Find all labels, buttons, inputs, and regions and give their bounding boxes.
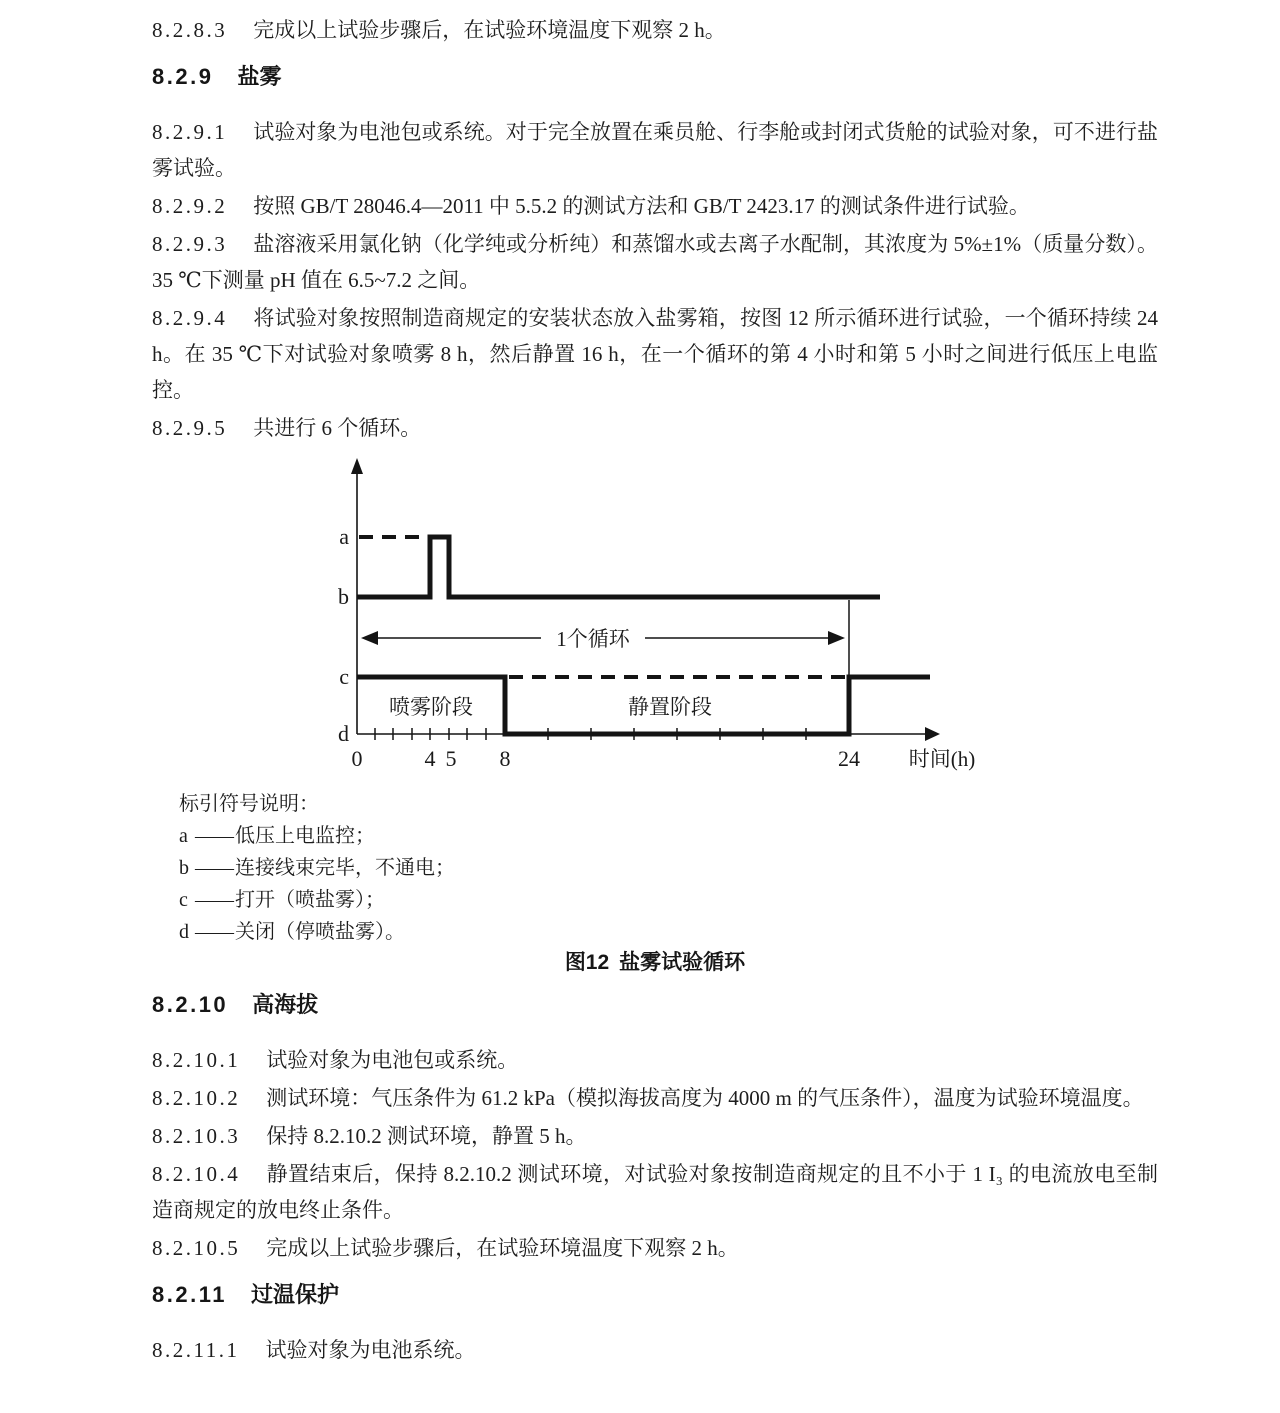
- clause-number: 8.2.8.3: [152, 18, 228, 42]
- heading-number: 8.2.11: [152, 1282, 227, 1307]
- clause-text: 盐溶液采用氯化钠（化学纯或分析纯）和蒸馏水或去离子水配制，其浓度为 5%±1%（质量分数）。35 ℃下测量 pH 值在 6.5~7.2 之间。: [152, 232, 1158, 292]
- legend-symbol: b: [179, 857, 189, 879]
- clause-8-2-9-3: [152, 226, 1158, 298]
- clause-number: 8.2.10.1: [152, 1048, 241, 1072]
- legend-item-c: [179, 884, 1158, 916]
- x-tick-24: 24: [838, 746, 860, 771]
- cycle-label: 1个循环: [556, 627, 630, 651]
- heading-number: 8.2.10: [152, 992, 229, 1017]
- clause-number: 8.2.11.1: [152, 1338, 240, 1362]
- legend-item-b: [179, 852, 1158, 884]
- x-tick-0: 0: [351, 746, 363, 771]
- heading-title: 过温保护: [250, 1282, 339, 1307]
- clause-number: 8.2.9.4: [152, 306, 228, 330]
- clause-8-2-10-3: [152, 1118, 1158, 1154]
- clause-text: 完成以上试验步骤后，在试验环境温度下观察 2 h。: [253, 18, 726, 42]
- heading-8-2-9: [152, 64, 1158, 90]
- level-label-d: d: [338, 721, 349, 746]
- clause-number: 8.2.10.3: [152, 1124, 241, 1148]
- clause-number: 8.2.9.3: [152, 232, 228, 256]
- legend-item-a: [179, 820, 1158, 852]
- clause-8-2-9-1: [152, 114, 1158, 186]
- x-axis-label: 时间(h): [908, 747, 976, 771]
- clause-8-2-10-5: [152, 1230, 1158, 1266]
- spray-phase-label: 喷雾阶段: [389, 695, 473, 719]
- clause-8-2-10-2: [152, 1080, 1158, 1116]
- heading-title: 盐雾: [237, 64, 282, 89]
- clause-text: 按照 GB/T 28046.4—2011 中 5.5.2 的测试方法和 GB/T 2423.17 的测试条件进行试验。: [253, 194, 1030, 218]
- figure-caption-number: 图12: [564, 951, 610, 974]
- clause-number: 8.2.9.5: [152, 416, 228, 440]
- x-tick-8: 8: [499, 746, 511, 771]
- clause-text: 试验对象为电池包或系统。: [266, 1048, 519, 1072]
- clause-8-2-8-3: [152, 12, 1158, 48]
- x-tick-5: 5: [445, 746, 457, 771]
- legend-dash: ——: [195, 889, 233, 911]
- clause-text: 完成以上试验步骤后，在试验环境温度下观察 2 h。: [266, 1236, 739, 1260]
- timing-diagram: [335, 456, 995, 776]
- legend-title: 标引符号说明：: [179, 793, 319, 815]
- clause-8-2-10-4: [152, 1156, 1158, 1228]
- legend-symbol: d: [179, 921, 189, 943]
- legend-text: 关闭（停喷盐雾）。: [235, 921, 405, 943]
- clause-8-2-10-1: [152, 1042, 1158, 1078]
- legend-text: 打开（喷盐雾）；: [235, 889, 385, 911]
- figure-legend: [179, 788, 1158, 948]
- x-tick-4: 4: [424, 746, 436, 771]
- cycle-span-right-arrow-icon: [828, 631, 845, 645]
- y-axis-arrow-icon: [351, 458, 363, 474]
- clause-8-2-9-5: [152, 410, 1158, 446]
- clause-number: 8.2.10.5: [152, 1236, 241, 1260]
- clause-8-2-9-4: [152, 300, 1158, 408]
- legend-dash: ——: [195, 825, 233, 847]
- clause-text: 将试验对象按照制造商规定的安装状态放入盐雾箱，按图 12 所示循环进行试验，一个循环持续 24 h。在 35 ℃下对试验对象喷雾 8 h，然后静置 16 h，在一个循环的第 4 小时和第 5 小时之间进行低压上电监控。: [152, 306, 1158, 402]
- clause-text: 试验对象为电池包或系统。对于完全放置在乘员舱、行李舱或封闭式货舱的试验对象，可不进行盐雾试验。: [152, 120, 1158, 180]
- clause-text: 静置结束后，保持 8.2.10.2 测试环境，对试验对象按制造商规定的且不小于 1 I₃ 的电流放电至制造商规定的放电终止条件。: [152, 1162, 1158, 1222]
- legend-item-d: [179, 916, 1158, 948]
- monitor-pulse-waveform: [357, 537, 880, 597]
- legend-text: 低压上电监控；: [235, 825, 375, 847]
- figure-caption-title: 盐雾试验循环: [619, 951, 746, 974]
- x-axis-arrow-icon: [925, 727, 940, 741]
- legend-symbol: a: [179, 825, 188, 847]
- clause-number: 8.2.9.2: [152, 194, 228, 218]
- clause-8-2-9-2: [152, 188, 1158, 224]
- clause-number: 8.2.10.2: [152, 1086, 241, 1110]
- figure-12-salt-spray-cycle-diagram: [335, 456, 995, 776]
- clause-number: 8.2.9.1: [152, 120, 228, 144]
- figure-caption: [152, 950, 1158, 976]
- heading-title: 高海拔: [252, 992, 319, 1017]
- clause-text: 测试环境：气压条件为 61.2 kPa（模拟海拔高度为 4000 m 的气压条件），温度为试验环境温度。: [266, 1086, 1144, 1110]
- cycle-span-left-arrow-icon: [361, 631, 378, 645]
- legend-dash: ——: [195, 921, 233, 943]
- level-label-b: b: [338, 584, 349, 609]
- legend-text: 连接线束完毕，不通电；: [235, 857, 455, 879]
- heading-number: 8.2.9: [152, 64, 214, 89]
- heading-8-2-10: [152, 992, 1158, 1018]
- clause-text: 试验对象为电池系统。: [265, 1338, 476, 1362]
- heading-8-2-11: [152, 1282, 1158, 1308]
- clause-text: 保持 8.2.10.2 测试环境，静置 5 h。: [266, 1124, 587, 1148]
- rest-phase-label: 静置阶段: [628, 695, 712, 719]
- level-label-c: c: [339, 664, 349, 689]
- clause-number: 8.2.10.4: [152, 1162, 241, 1186]
- level-label-a: a: [339, 524, 349, 549]
- clause-text: 共进行 6 个循环。: [253, 416, 422, 440]
- clause-8-2-11-1: [152, 1332, 1158, 1368]
- legend-dash: ——: [195, 857, 233, 879]
- legend-symbol: c: [179, 889, 188, 911]
